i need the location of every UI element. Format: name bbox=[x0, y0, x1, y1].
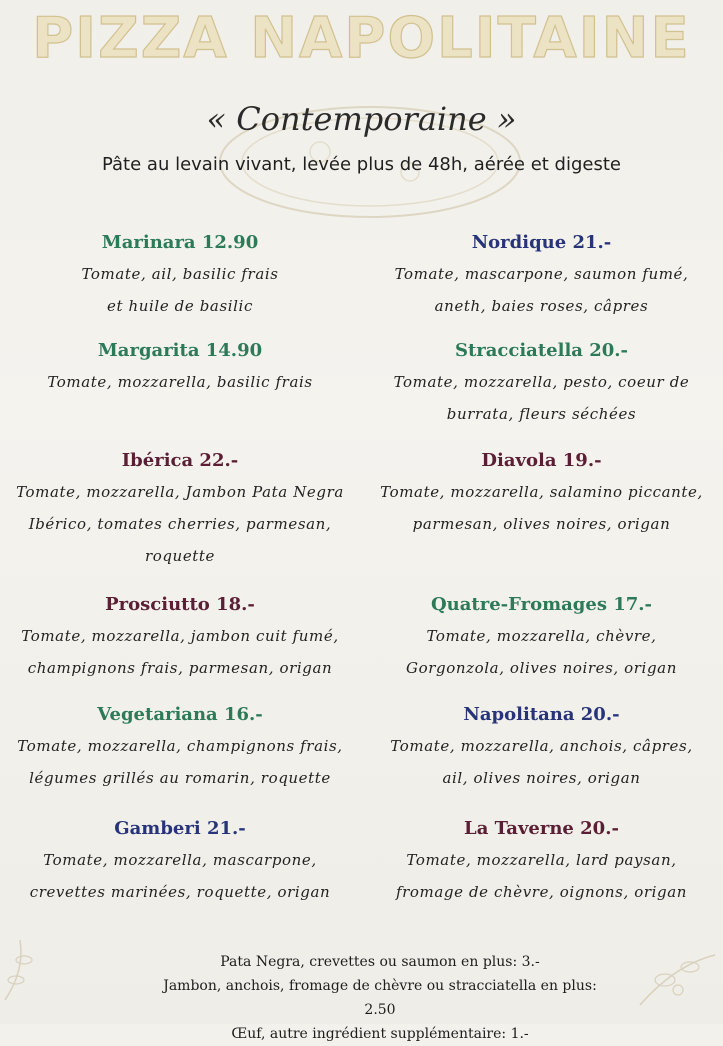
menu-subtitle: « Contemporaine » bbox=[206, 100, 517, 138]
pizza-item-prosciutto bbox=[0, 594, 360, 684]
pizza-ingredients-line: ail, olives noires, origan bbox=[442, 769, 641, 787]
pizza-ingredients-line: Tomate, mozzarella, chèvre, bbox=[426, 627, 657, 645]
pizza-name: Gamberi 21.- bbox=[114, 818, 246, 839]
pizza-ingredients-line: et huile de basilic bbox=[107, 297, 253, 315]
pizza-ingredients-line: champignons frais, parmesan, origan bbox=[27, 659, 333, 677]
menu-tagline: Pâte au levain vivant, levée plus de 48h, aérée et digeste bbox=[101, 154, 621, 175]
pizza-ingredients-line: Tomate, mozzarella, mascarpone, bbox=[43, 851, 317, 869]
pizza-item-nordique bbox=[360, 232, 723, 322]
pizza-item-iberica bbox=[0, 450, 360, 572]
pizza-ingredients-line: aneth, baies roses, câpres bbox=[434, 297, 649, 315]
pizza-name: Marinara 12.90 bbox=[101, 232, 259, 253]
pizza-description bbox=[0, 366, 360, 398]
pizza-ingredients-line: Tomate, mozzarella, Jambon Pata Negra bbox=[16, 483, 344, 501]
pizza-item-margarita bbox=[0, 340, 360, 398]
pizza-ingredients-line: parmesan, olives noires, origan bbox=[412, 515, 671, 533]
pizza-description bbox=[360, 844, 723, 908]
pizza-ingredients-line: Tomate, mozzarella, basilic frais bbox=[47, 373, 313, 391]
pizza-description bbox=[0, 476, 360, 572]
pizza-name: Nordique 21.- bbox=[471, 232, 612, 253]
extras-line: Jambon, anchois, fromage de chèvre ou stracciatella en plus: 2.50 bbox=[163, 978, 597, 1018]
pizza-item-quatre-fromages bbox=[360, 594, 723, 684]
pizza-description bbox=[360, 730, 723, 794]
herb-sketch-decoration bbox=[0, 930, 60, 1010]
pizza-name: Ibérica 22.- bbox=[121, 450, 239, 471]
pizza-name: Diavola 19.- bbox=[481, 450, 602, 471]
pizza-ingredients-line: Gorgonzola, olives noires, origan bbox=[406, 659, 677, 677]
pizza-name: Stracciatella 20.- bbox=[454, 340, 629, 361]
pizza-description bbox=[360, 620, 723, 684]
pizza-description bbox=[360, 258, 723, 322]
pizza-ingredients-line: roquette bbox=[144, 547, 216, 565]
pizza-description bbox=[0, 258, 360, 322]
pizza-description bbox=[360, 476, 723, 540]
menu-title: PIZZA NAPOLITAINE bbox=[32, 6, 691, 71]
pizza-item-la-taverne bbox=[360, 818, 723, 908]
pizza-ingredients-line: Tomate, mozzarella, jambon cuit fumé, bbox=[21, 627, 339, 645]
pizza-name: Margarita 14.90 bbox=[97, 340, 263, 361]
pizza-item-diavola bbox=[360, 450, 723, 540]
pizza-ingredients-line: Tomate, mozzarella, lard paysan, bbox=[406, 851, 677, 869]
pizza-description bbox=[360, 366, 723, 430]
pizza-description bbox=[0, 844, 360, 908]
pizza-ingredients-line: Tomate, ail, basilic frais bbox=[81, 265, 279, 283]
pizza-ingredients-line: Tomate, mozzarella, pesto, coeur de bbox=[393, 373, 690, 391]
pizza-ingredients-line: burrata, fleurs séchées bbox=[446, 405, 637, 423]
pizza-ingredients-line: Tomate, mozzarella, anchois, câpres, bbox=[390, 737, 693, 755]
pizza-item-napolitana bbox=[360, 704, 723, 794]
pizza-ingredients-line: légumes grillés au romarin, roquette bbox=[29, 769, 331, 787]
pizza-ingredients-line: Ibérico, tomates cherries, parmesan, bbox=[28, 515, 332, 533]
pizza-item-stracciatella bbox=[360, 340, 723, 430]
pizza-ingredients-line: Tomate, mozzarella, champignons frais, bbox=[17, 737, 343, 755]
extras-line: Œuf, autre ingrédient supplémentaire: 1.- bbox=[231, 1026, 529, 1042]
pizza-ingredients-line: crevettes marinées, roquette, origan bbox=[29, 883, 331, 901]
pizza-ingredients-line: fromage de chèvre, oignons, origan bbox=[395, 883, 688, 901]
pizza-item-gamberi bbox=[0, 818, 360, 908]
pizza-name: Quatre-Fromages 17.- bbox=[430, 594, 653, 615]
extras-section bbox=[150, 950, 610, 1046]
pizza-ingredients-line: Tomate, mascarpone, saumon fumé, bbox=[394, 265, 689, 283]
pizza-name: Napolitana 20.- bbox=[463, 704, 620, 725]
pizza-description bbox=[0, 620, 360, 684]
pizza-name: Prosciutto 18.- bbox=[105, 594, 255, 615]
pizza-name: La Taverne 20.- bbox=[464, 818, 619, 839]
extras-line: Pata Negra, crevettes ou saumon en plus: 3.- bbox=[220, 954, 540, 970]
pizza-ingredients-line: Tomate, mozzarella, salamino piccante, bbox=[380, 483, 703, 501]
pizza-description bbox=[0, 730, 360, 794]
pizza-item-vegetariana bbox=[0, 704, 360, 794]
pizza-item-marinara bbox=[0, 232, 360, 322]
olive-sketch-decoration bbox=[630, 945, 720, 1015]
pizza-name: Vegetariana 16.- bbox=[97, 704, 263, 725]
